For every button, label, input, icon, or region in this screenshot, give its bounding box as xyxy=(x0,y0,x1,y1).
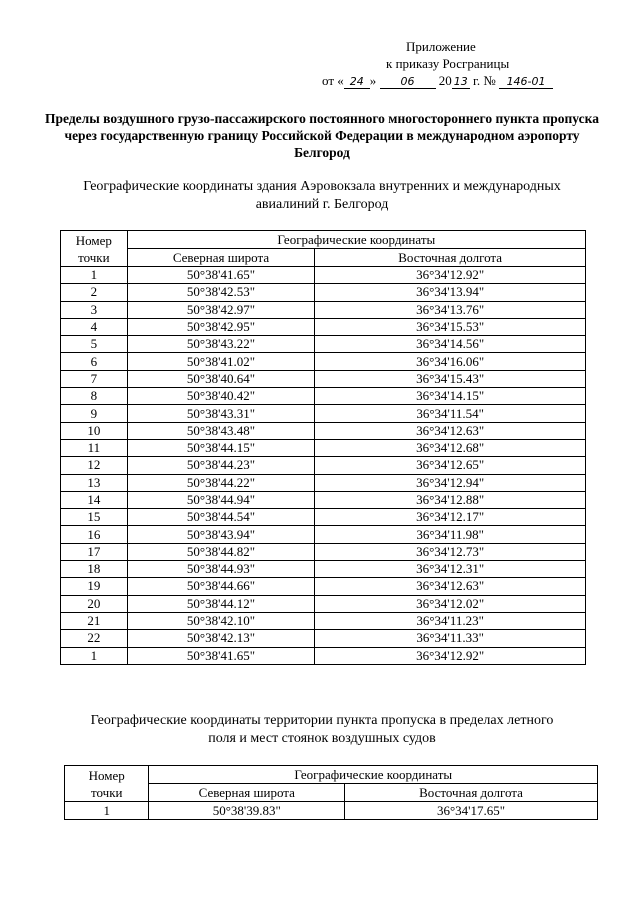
longitude-cell: 36°34'12.68" xyxy=(315,439,586,456)
header-north-latitude: Северная широта xyxy=(127,249,315,267)
latitude-cell: 50°38'42.97" xyxy=(127,301,315,318)
point-number-cell: 2 xyxy=(61,284,128,301)
point-number-cell: 21 xyxy=(61,612,128,629)
table-row xyxy=(61,612,586,629)
latitude-cell: 50°38'42.10" xyxy=(127,612,315,629)
table-row xyxy=(61,284,586,301)
longitude-cell: 36°34'11.54" xyxy=(315,405,586,422)
longitude-cell: 36°34'12.94" xyxy=(315,474,586,491)
latitude-cell: 50°38'40.42" xyxy=(127,388,315,405)
airfield-coordinates-body xyxy=(65,802,598,820)
table-row xyxy=(61,370,586,387)
table2-caption-line2: поля и мест стоянок воздушных судов xyxy=(208,731,436,746)
header-point-number-line1: Номер xyxy=(88,767,125,783)
point-number-cell: 17 xyxy=(61,543,128,560)
table-row xyxy=(61,353,586,370)
longitude-cell: 36°34'13.76" xyxy=(315,301,586,318)
airfield-coordinates-table xyxy=(64,765,598,820)
appendix-label: Приложение xyxy=(406,39,476,54)
appendix-date-line xyxy=(300,72,600,89)
latitude-cell: 50°38'42.13" xyxy=(127,630,315,647)
point-number-cell: 22 xyxy=(61,630,128,647)
appendix-order-ref: к приказу Росграницы xyxy=(386,56,510,71)
latitude-cell: 50°38'43.94" xyxy=(127,526,315,543)
header-point-number xyxy=(61,231,128,267)
table-row xyxy=(61,578,586,595)
point-number-cell: 3 xyxy=(61,301,128,318)
latitude-cell: 50°38'44.23" xyxy=(127,457,315,474)
table-row xyxy=(61,561,586,578)
latitude-cell: 50°38'44.54" xyxy=(127,509,315,526)
longitude-cell: 36°34'14.56" xyxy=(315,336,586,353)
table-row xyxy=(61,457,586,474)
table1-caption-line1: Географические координаты здания Аэровокзала внутренних и международных xyxy=(83,179,561,194)
latitude-cell: 50°38'44.22" xyxy=(127,474,315,491)
document-title: Пределы воздушного грузо-пассажирского постоянного многостороннего пункта пропуска через государственную границу Российской Федерации в международном аэропорту Белгород xyxy=(45,111,599,160)
table-row xyxy=(65,802,598,820)
table2-caption xyxy=(40,712,604,748)
point-number-cell: 16 xyxy=(61,526,128,543)
handwritten-order-number: 146-01 xyxy=(499,75,553,89)
longitude-cell: 36°34'11.98" xyxy=(315,526,586,543)
longitude-cell: 36°34'14.15" xyxy=(315,388,586,405)
point-number-cell: 10 xyxy=(61,422,128,439)
latitude-cell: 50°38'42.53" xyxy=(127,284,315,301)
latitude-cell: 50°38'44.93" xyxy=(127,561,315,578)
point-number-cell: 5 xyxy=(61,336,128,353)
terminal-coordinates-body xyxy=(61,267,586,665)
longitude-cell: 36°34'12.73" xyxy=(315,543,586,560)
header-geo-coordinates: Географические координаты xyxy=(149,766,598,784)
point-number-cell: 15 xyxy=(61,509,128,526)
point-number-cell: 12 xyxy=(61,457,128,474)
table-row xyxy=(61,336,586,353)
longitude-cell: 36°34'12.31" xyxy=(315,561,586,578)
handwritten-month: 06 xyxy=(380,75,436,89)
longitude-cell: 36°34'17.65" xyxy=(345,802,598,820)
point-number-cell: 13 xyxy=(61,474,128,491)
table2-caption-line1: Географические координаты территории пункта пропуска в пределах летного xyxy=(90,713,554,728)
latitude-cell: 50°38'40.64" xyxy=(127,370,315,387)
point-number-cell: 1 xyxy=(65,802,149,820)
latitude-cell: 50°38'44.15" xyxy=(127,439,315,456)
year-number-label: г. № xyxy=(473,73,496,88)
longitude-cell: 36°34'12.02" xyxy=(315,595,586,612)
header-east-longitude: Восточная долгота xyxy=(315,249,586,267)
longitude-cell: 36°34'12.88" xyxy=(315,491,586,508)
point-number-cell: 18 xyxy=(61,561,128,578)
handwritten-day: 24 xyxy=(344,75,370,89)
latitude-cell: 50°38'44.66" xyxy=(127,578,315,595)
header-geo-coordinates: Географические координаты xyxy=(127,231,585,249)
header-point-number xyxy=(65,766,149,802)
latitude-cell: 50°38'41.65" xyxy=(127,267,315,284)
header-east-longitude: Восточная долгота xyxy=(345,784,598,802)
header-point-number-line2: точки xyxy=(90,784,123,800)
table-row xyxy=(61,647,586,664)
latitude-cell: 50°38'44.94" xyxy=(127,491,315,508)
longitude-cell: 36°34'12.92" xyxy=(315,647,586,664)
table-row xyxy=(61,439,586,456)
longitude-cell: 36°34'11.23" xyxy=(315,612,586,629)
table1-caption-line2: авиалиний г. Белгород xyxy=(255,197,389,212)
quote-open: « xyxy=(337,73,344,88)
longitude-cell: 36°34'12.63" xyxy=(315,422,586,439)
table-row xyxy=(61,526,586,543)
table-row xyxy=(61,388,586,405)
longitude-cell: 36°34'15.43" xyxy=(315,370,586,387)
longitude-cell: 36°34'12.17" xyxy=(315,509,586,526)
point-number-cell: 11 xyxy=(61,439,128,456)
table-row xyxy=(61,543,586,560)
point-number-cell: 4 xyxy=(61,318,128,335)
point-number-cell: 6 xyxy=(61,353,128,370)
latitude-cell: 50°38'44.82" xyxy=(127,543,315,560)
table-row xyxy=(61,509,586,526)
longitude-cell: 36°34'16.06" xyxy=(315,353,586,370)
longitude-cell: 36°34'12.63" xyxy=(315,578,586,595)
date-from-label: от xyxy=(322,73,335,88)
point-number-cell: 20 xyxy=(61,595,128,612)
appendix-block xyxy=(300,38,600,89)
quote-close: » xyxy=(369,73,377,88)
longitude-cell: 36°34'11.33" xyxy=(315,630,586,647)
point-number-cell: 14 xyxy=(61,491,128,508)
header-point-number-line2: точки xyxy=(78,249,110,265)
table-row xyxy=(61,267,586,284)
longitude-cell: 36°34'12.65" xyxy=(315,457,586,474)
handwritten-year: 13 xyxy=(453,75,468,88)
latitude-cell: 50°38'43.31" xyxy=(127,405,315,422)
year-prefix: 20 xyxy=(438,73,452,88)
table-row xyxy=(61,405,586,422)
latitude-cell: 50°38'42.95" xyxy=(127,318,315,335)
latitude-cell: 50°38'43.22" xyxy=(127,336,315,353)
latitude-cell: 50°38'41.02" xyxy=(127,353,315,370)
point-number-cell: 7 xyxy=(61,370,128,387)
longitude-cell: 36°34'12.92" xyxy=(315,267,586,284)
point-number-cell: 8 xyxy=(61,388,128,405)
longitude-cell: 36°34'13.94" xyxy=(315,284,586,301)
table-row xyxy=(61,318,586,335)
latitude-cell: 50°38'43.48" xyxy=(127,422,315,439)
point-number-cell: 19 xyxy=(61,578,128,595)
header-north-latitude: Северная широта xyxy=(149,784,345,802)
point-number-cell: 1 xyxy=(61,267,128,284)
table-row xyxy=(61,595,586,612)
latitude-cell: 50°38'39.83" xyxy=(149,802,345,820)
latitude-cell: 50°38'41.65" xyxy=(127,647,315,664)
longitude-cell: 36°34'15.53" xyxy=(315,318,586,335)
table-row xyxy=(61,422,586,439)
table-row xyxy=(61,491,586,508)
header-point-number-line1: Номер xyxy=(75,232,112,248)
latitude-cell: 50°38'44.12" xyxy=(127,595,315,612)
table1-caption xyxy=(40,178,604,214)
table-row xyxy=(61,301,586,318)
point-number-cell: 1 xyxy=(61,647,128,664)
point-number-cell: 9 xyxy=(61,405,128,422)
table-row xyxy=(61,474,586,491)
terminal-coordinates-table xyxy=(60,230,586,665)
table-row xyxy=(61,630,586,647)
